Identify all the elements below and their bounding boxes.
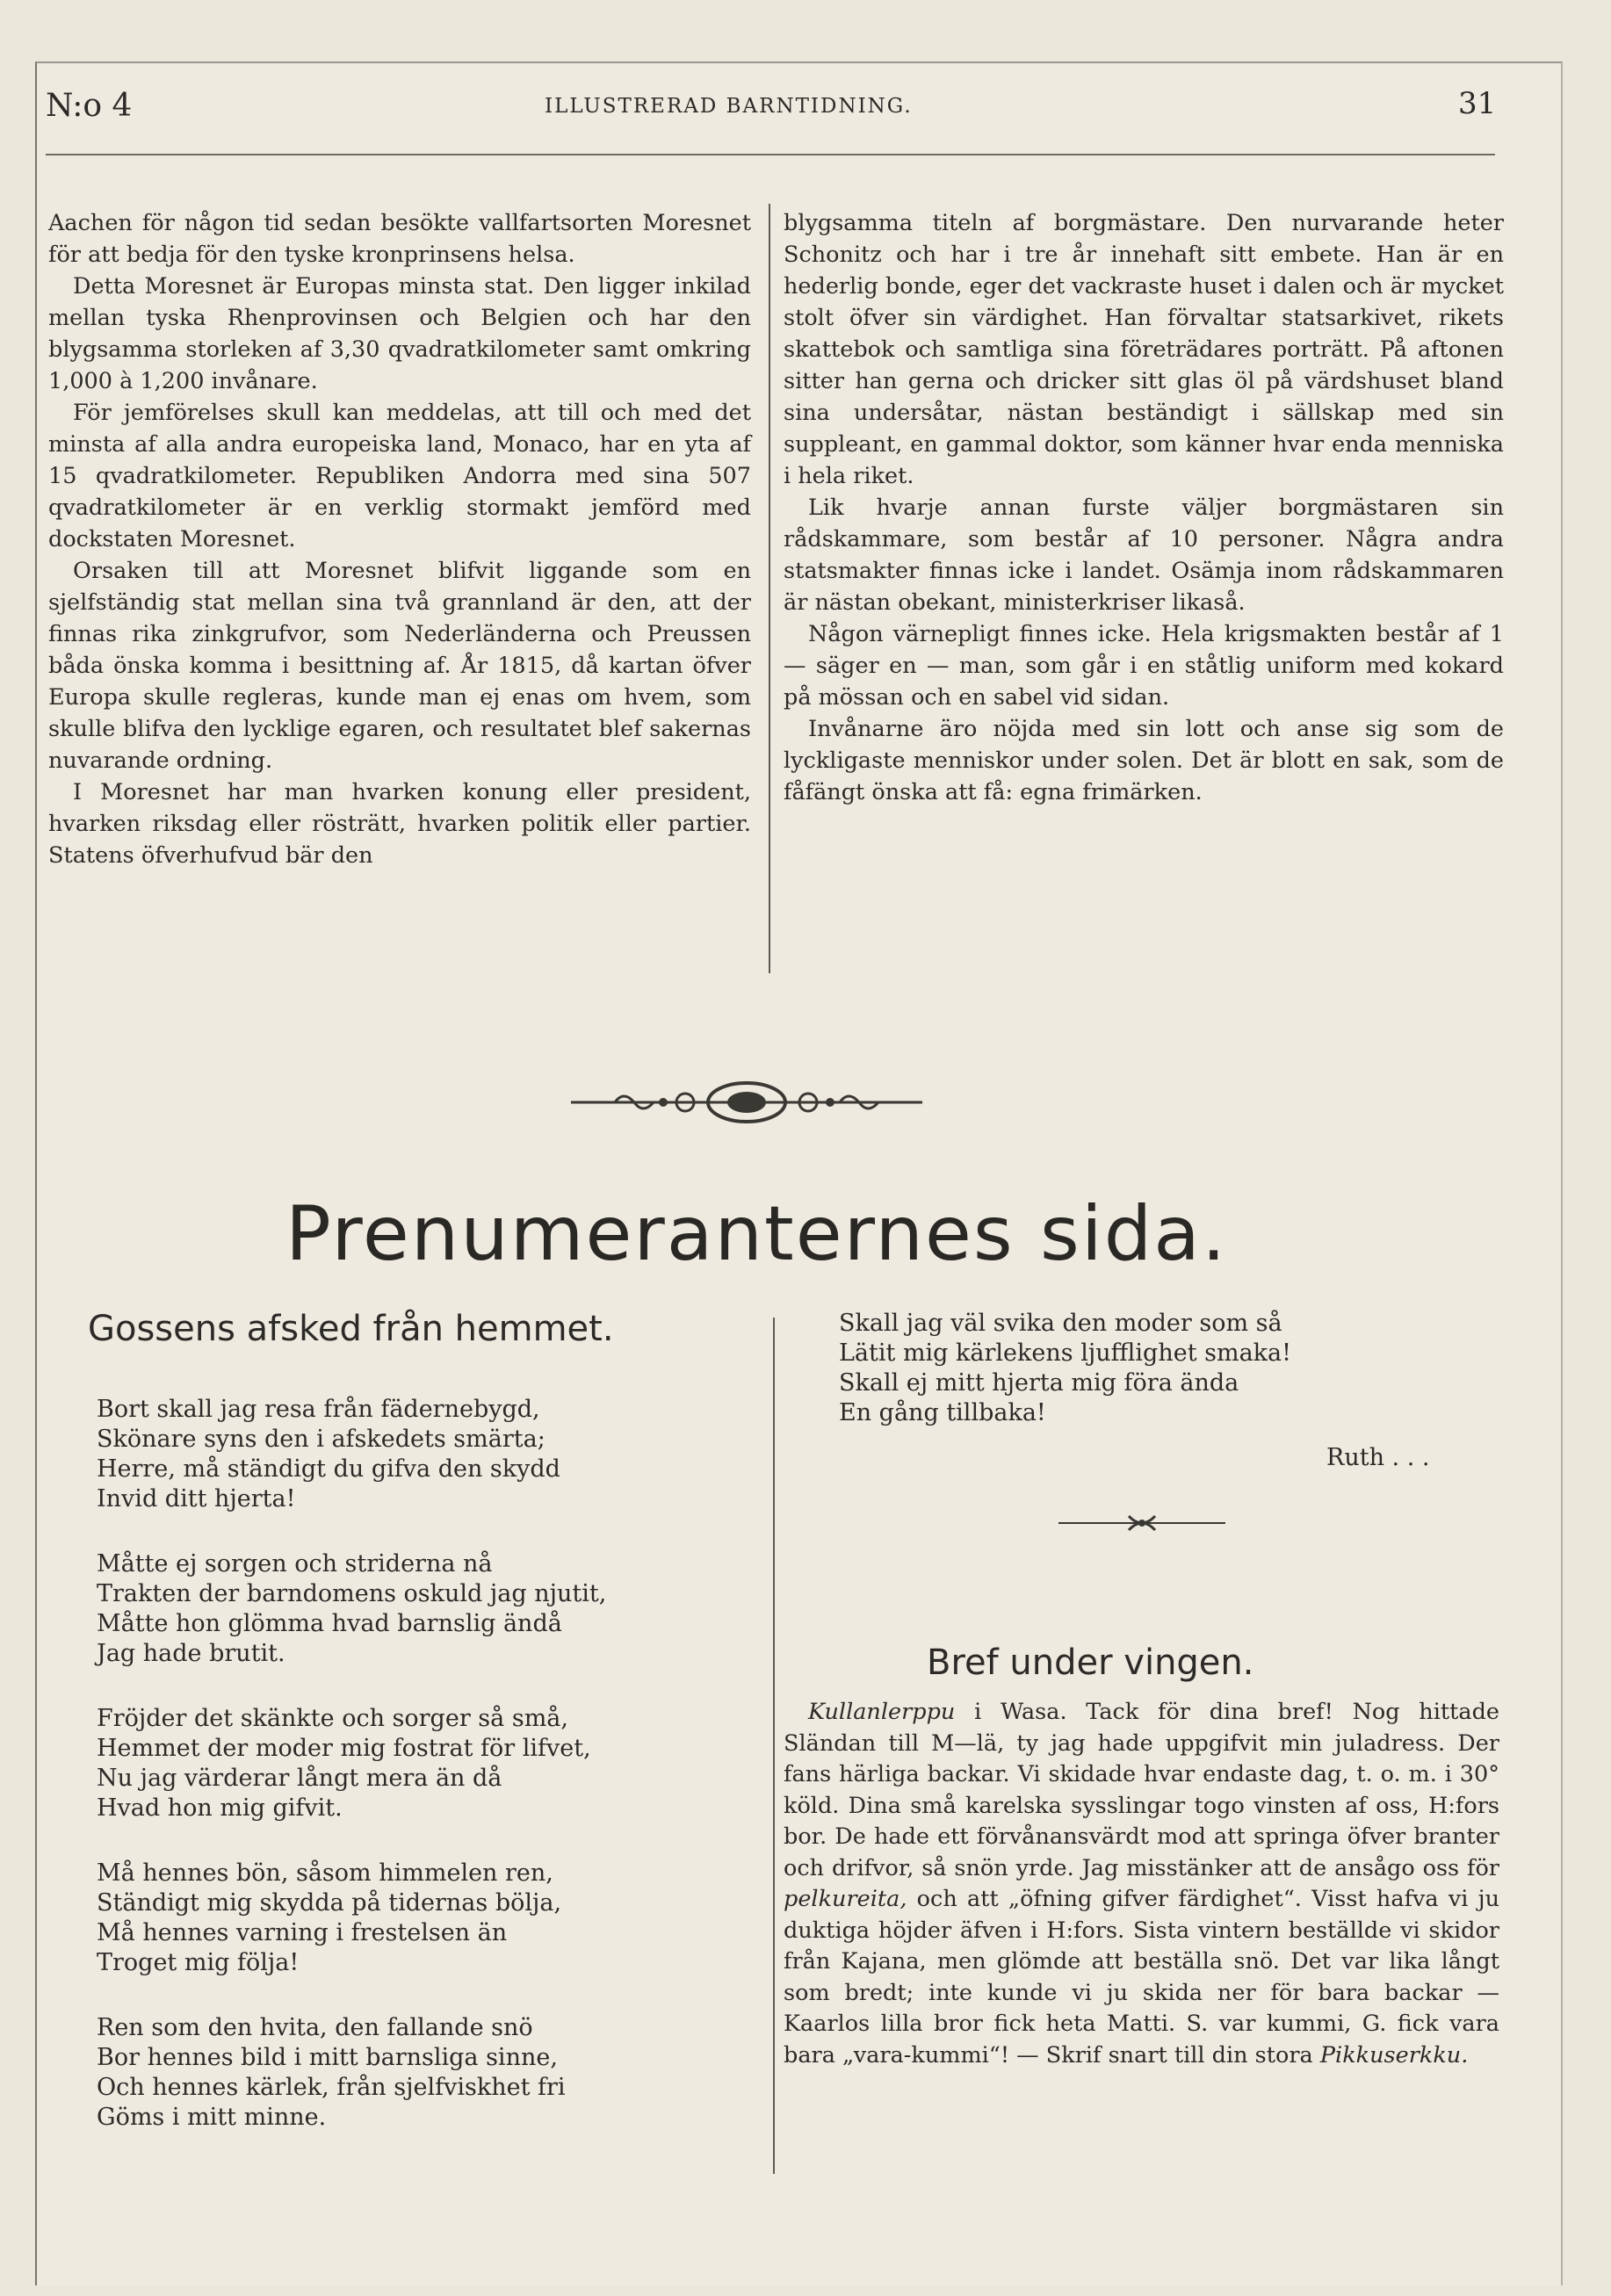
paragraph: Invånarne äro nöjda med sin lott och anse sig som de lyckligaste menniskor under solen. Det är blott en sak, som de fåfängt önska att få: egna frimärken. bbox=[784, 716, 1504, 805]
poem-line: Lätit mig kärlekens ljufflighet smaka! bbox=[839, 1339, 1291, 1367]
letter-text: i Wasa. Tack för dina bref! Nog hittade Sländan till M—lä, ty jag hade uppgifvit min juladress. Der fans härliga backar. Vi skidade hvar endaste dag, t. o. m. i 30° köld. Dina små karelska sysslingar togo vinsten af oss, H:fors bor. De hade ett förvånansvärdt mod att springa öfver branter och drifvor, så snön yrde. Jag misstänker att de ansågo oss för bbox=[784, 1699, 1499, 1881]
header-rule bbox=[46, 154, 1495, 155]
small-ornament-icon bbox=[1054, 1507, 1230, 1539]
poem-line: Jag hade brutit. bbox=[97, 1640, 285, 1667]
paragraph: blygsamma titeln af borgmästare. Den nurvarande heter Schonitz och har i tre år innehaft sitt embete. Han är en hederlig bonde, eger det vackraste huset i dalen och är mycket stolt öfver sin värdighet. Han förvaltar statsarkivet, rikets skattebok och samtliga sina företrädares porträtt. På aftonen sitter han gerna och dricker sitt glas öl på värdshuset bland sina undersåtar, nästan beständigt i sällskap med sin suppleant, en gammal doktor, som känner hvar enda menniska i hela riket. bbox=[784, 210, 1504, 489]
poem-line: Invid ditt hjerta! bbox=[97, 1485, 296, 1513]
paragraph: För jemförelses skull kan meddelas, att till och med det minsta af alla andra europeiska land, Monaco, har en yta af 15 qvadratkilometer. Republiken Andorra med sina 507 qvadratkilometer är en verklig stormakt jemförd med dockstaten Moresnet. bbox=[48, 400, 751, 552]
page-number: 31 bbox=[1458, 86, 1497, 121]
poem-line: Hemmet der moder mig fostrat för lifvet, bbox=[97, 1735, 591, 1762]
poem-line: Trakten der barndomens oskuld jag njutit, bbox=[97, 1580, 607, 1607]
letters-title: Bref under vingen. bbox=[927, 1643, 1254, 1683]
column-divider bbox=[769, 204, 770, 973]
poem-line: Ständigt mig skydda på tidernas bölja, bbox=[97, 1889, 562, 1917]
poem-line: Måtte hon glömma hvad barnslig ändå bbox=[97, 1610, 562, 1637]
poem-continuation bbox=[839, 1309, 1454, 1428]
ornament-divider-icon bbox=[562, 1072, 931, 1133]
poem-line: Bort skall jag resa från fädernebygd, bbox=[97, 1396, 540, 1423]
poem-body bbox=[97, 1395, 747, 2168]
article-right-column bbox=[784, 207, 1504, 808]
column-divider bbox=[773, 1318, 775, 2174]
issue-number: N:o 4 bbox=[46, 88, 133, 124]
poem-line: Måtte ej sorgen och striderna nå bbox=[97, 1550, 493, 1578]
poem-line: Bor hennes bild i mitt barnsliga sinne, bbox=[97, 2044, 558, 2071]
letter-paragraph bbox=[784, 1697, 1499, 2071]
poem-line: Skall jag väl svika den moder som så bbox=[839, 1310, 1282, 1337]
poem-stanza bbox=[97, 1395, 747, 1514]
paragraph: Lik hvarje annan furste väljer borgmästaren sin rådskammare, som består af 10 personer. Några andra statsmakter finnas icke i landet. Osämja inom rådskammaren är nästan obekant, ministerkriser likaså. bbox=[784, 495, 1504, 616]
poem-line: En gång tillbaka! bbox=[839, 1399, 1046, 1426]
letter-sender: Kullanlerppu bbox=[808, 1699, 956, 1725]
poem-line: Herre, må ständigt du gifva den skydd bbox=[97, 1455, 560, 1483]
poem-line: Må hennes bön, såsom himmelen ren, bbox=[97, 1859, 553, 1887]
letters-column bbox=[784, 1697, 1499, 2071]
poem-line: Och hennes kärlek, från sjelfviskhet fri bbox=[97, 2074, 566, 2101]
paragraph: I Moresnet har man hvarken konung eller president, hvarken riksdag eller rösträtt, hvarken politik eller partier. Statens öfverhufvud bär den bbox=[48, 779, 751, 869]
letter-italic-word: pelkureita, bbox=[784, 1886, 907, 1912]
poem-line: Skönare syns den i afskedets smärta; bbox=[97, 1426, 545, 1453]
poem-line: Hvad hon mig gifvit. bbox=[97, 1794, 343, 1822]
poem-stanza bbox=[97, 1549, 747, 1669]
article-left-column bbox=[48, 207, 751, 871]
poem-line: Fröjder det skänkte och sorger så små, bbox=[97, 1705, 568, 1732]
paragraph: Orsaken till att Moresnet blifvit liggande som en sjelfständig stat mellan sina två grannland är den, att der finnas rika zinkgrufvor, som Nederländerna och Preussen båda önska komma i besittning af. År 1815, då kartan öfver Europa skulle regleras, kunde man ej enas om hvem, som skulle blifva den lycklige egaren, och resultatet blef sakernas nuvarande ordning. bbox=[48, 558, 751, 774]
publication-title: ILLUSTRERAD BARNTIDNING. bbox=[545, 95, 913, 118]
poem-stanza bbox=[97, 2013, 747, 2133]
poem-signature: Ruth . . . bbox=[1326, 1444, 1430, 1471]
letter-closing: Pikkuserkku. bbox=[1319, 2041, 1469, 2069]
poem-line: Troget mig följa! bbox=[97, 1949, 300, 1976]
letter-text: och att „öfning gifver färdighet“. Visst hafva vi ju duktiga höjder äfven i H:fors. Sista vintern beställde vi skidor från Kajana, men glömde att beställa snö. Det var lika långt som bredt; inte kunde vi ju skida ner för bara backar — Kaarlos lilla bror fick heta Matti. S. var kummi, G. fick vara bara „vara-kummi“! — Skrif snart till din stora bbox=[784, 1886, 1499, 2069]
section-title: Prenumeranternes sida. bbox=[285, 1190, 1228, 1278]
poem-stanza bbox=[97, 1859, 747, 1978]
poem-line: Ren som den hvita, den fallande snö bbox=[97, 2014, 533, 2041]
poem-line: Nu jag värderar långt mera än då bbox=[97, 1765, 502, 1792]
poem-line: Göms i mitt minne. bbox=[97, 2104, 327, 2131]
poem-title: Gossens afsked från hemmet. bbox=[88, 1309, 614, 1349]
paragraph: Detta Moresnet är Europas minsta stat. Den ligger inkilad mellan tyska Rhenprovinsen och Belgien och har den blygsamma storleken af 3,30 qvadratkilometer samt omkring 1,000 à 1,200 invånare. bbox=[48, 273, 751, 394]
poem-line: Skall ej mitt hjerta mig föra ända bbox=[839, 1369, 1239, 1397]
poem-stanza bbox=[97, 1704, 747, 1823]
paragraph: Någon värnepligt finnes icke. Hela krigsmakten består af 1 — säger en — man, som går i en ståtlig uniform med kokard på mössan och en sabel vid sidan. bbox=[784, 621, 1504, 711]
paragraph: Aachen för någon tid sedan besökte vallfartsorten Moresnet för att bedja för den tyske kronprinsens helsa. bbox=[48, 210, 751, 268]
poem-line: Må hennes varning i frestelsen än bbox=[97, 1919, 508, 1946]
